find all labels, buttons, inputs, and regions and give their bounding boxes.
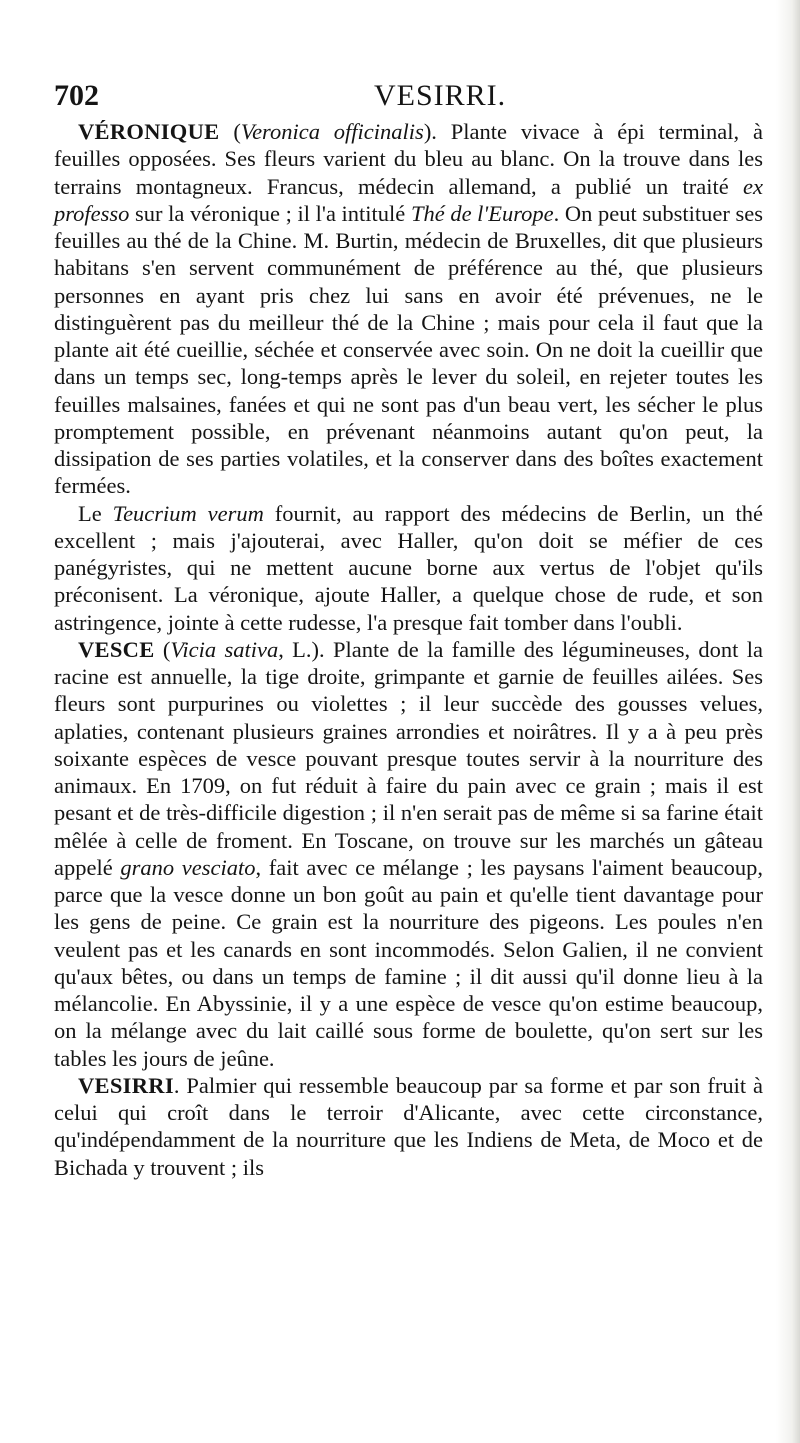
text-run: ( [219, 119, 241, 144]
italic-term: grano vesciato [120, 854, 256, 880]
text-run: ). Plante vivace à épi terminal, à feuilles opposées. Ses fleurs varient du bleu au blanc. On la trouve dans les terrains montagneux. Francus, médecin allemand, a publié un traité [54, 119, 763, 199]
text-run: ( [154, 636, 171, 662]
italic-term: Vicia sativa [170, 636, 279, 662]
italic-term: Veronica officinalis [240, 119, 424, 144]
entry-veronique [54, 118, 763, 500]
entry-vesirri [54, 1072, 763, 1181]
entry-headword: VESIRRI [78, 1072, 174, 1098]
dictionary-text [54, 118, 763, 1181]
entry-veronique-continuation [54, 500, 763, 636]
page-number: 702 [54, 79, 99, 112]
italic-term: ex professo [54, 173, 763, 226]
text-run: , fait avec ce mélange ; les paysans l'aiment beaucoup, parce que la vesce donne un bon goût au pain et qu'elle tient davantage pour les gens de peine. Ce grain est la nourriture des pigeons. Les poules n'en veulent pas et les canards en sont incommodés. Selon Galien, il ne convient qu'aux bêtes, ou dans un temps de famine ; il dit aussi qu'il donne lieu à la mélancolie. En Abyssinie, il y a une espèce de vesce qu'on estime beaucoup, on la mélange avec du lait caillé sous forme de boulette, qu'on sert sur les tables les jours de jeûne. [54, 854, 763, 1071]
text-run: , L.). Plante de la famille des légumineuses, dont la racine est annuelle, la tige droite, grimpante et garnie de feuilles ailées. Ses fleurs sont purpurines ou violettes ; il leur succède des gousses velues, aplaties, contenant plusieurs graines arrondies et noirâtres. Il y a à peu près soixante espèces de vesce pouvant presque toutes servir à la nourriture des animaux. En 1709, on fut réduit à faire du pain avec ce grain ; mais il est pesant et de très-difficile digestion ; il n'en serait pas de même si sa farine était mêlée à celle de froment. En Toscane, on trouve sur les marchés un gâteau appelé [54, 636, 763, 880]
page-header [54, 76, 754, 116]
running-title: VESIRRI. [374, 79, 507, 112]
entry-headword: VESCE [78, 636, 155, 662]
text-run: sur la véronique ; il l'a intitulé [129, 200, 411, 226]
text-run: fournit, au rapport des médecins de Berlin, un thé excellent ; mais j'ajouterai, avec Haller, qu'on doit se méfier de ces panégyristes, qui ne mettent aucune borne aux vertus de l'objet qu'ils préconisent. La véronique, ajoute Haller, a quelque chose de rude, et son astringence, jointe à cette rudesse, l'a presque fait tomber dans l'oubli. [54, 500, 764, 635]
italic-term: Teucrium verum [112, 500, 264, 526]
italic-term: Thé de l'Europe [410, 200, 554, 226]
entry-headword: VÉRONIQUE [78, 119, 220, 144]
text-run: . Palmier qui ressemble beaucoup par sa forme et par son fruit à celui qui croît dans le terroir d'Alicante, avec cette circonstance, qu'indépendamment de la nourriture que les Indiens de Meta, de Moco et de Bichada y trouvent ; ils [54, 1072, 763, 1180]
text-run: Le [78, 500, 113, 526]
text-run: . On peut substituer ses feuilles au thé de la Chine. M. Burtin, médecin de Bruxelles, dit que plusieurs habitans s'en servent communément de préférence au thé, que plusieurs personnes en ayant pris chez lui sans en avoir été prévenues, ne le distinguèrent pas du meilleur thé de la Chine ; mais pour cela il faut que la plante ait été cueillie, séchée et conservée avec soin. On ne doit la cueillir que dans un temps sec, long-temps après le lever du soleil, en rejeter toutes les feuilles malsaines, fanées et qui ne sont pas d'un beau vert, les sécher le plus promptement possible, en prévenant néanmoins autant qu'on peut, la dissipation de ses parties volatiles, et la conserver dans des boîtes exactement fermées. [54, 200, 764, 499]
entry-vesce [54, 636, 763, 1072]
